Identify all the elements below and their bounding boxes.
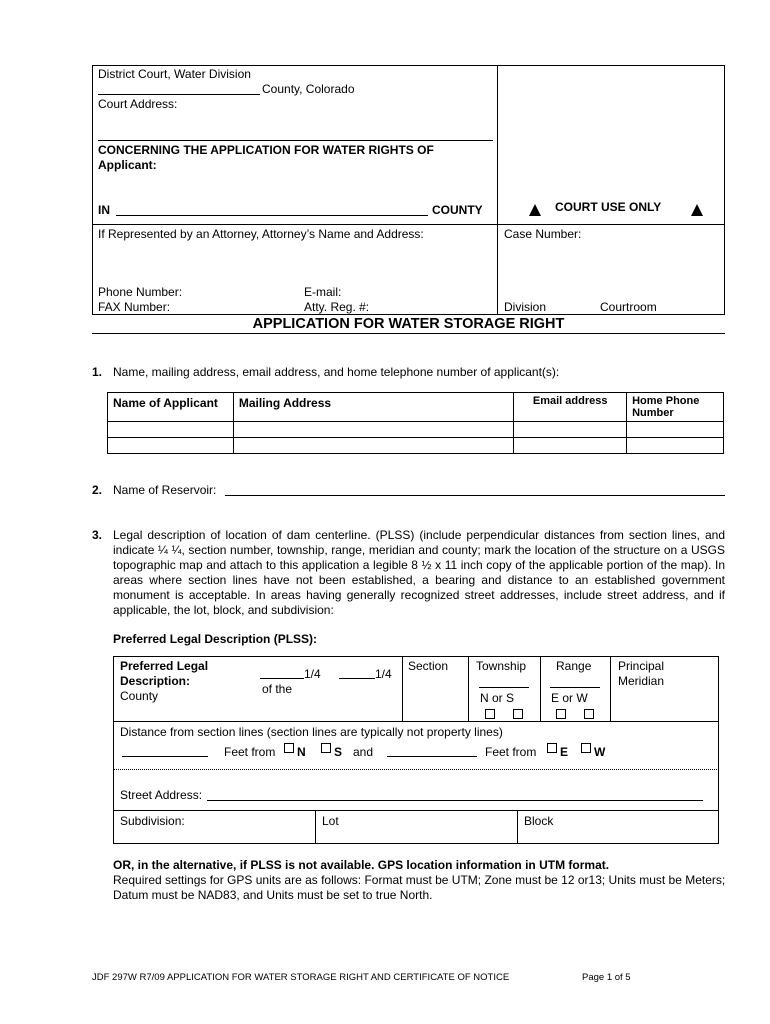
header-home-phone: Home Phone Number: [627, 393, 724, 422]
email-label: E-mail:: [304, 285, 342, 299]
quarter-1-label: 1/4: [304, 667, 321, 681]
in-label: IN: [98, 203, 110, 217]
header-name-of-applicant: Name of Applicant: [108, 393, 234, 422]
s-label: S: [334, 745, 343, 759]
range-blank[interactable]: [550, 687, 600, 688]
feet-from-2: Feet from: [485, 745, 537, 759]
attorney-label: If Represented by an Attorney, Attorney’s Name and Address:: [98, 227, 424, 241]
street-address-label: Street Address:: [120, 788, 203, 802]
triangle-up-icon: [691, 204, 703, 216]
preferred-legal-heading: Preferred Legal Description (PLSS):: [113, 632, 318, 646]
n-label: N: [297, 745, 306, 759]
north-checkbox[interactable]: [485, 709, 495, 719]
applicant-row-1-name[interactable]: [108, 422, 234, 438]
block-label: Block: [524, 814, 554, 828]
applicant-row-2-name[interactable]: [108, 438, 234, 454]
division-label: Division: [504, 300, 547, 314]
east-checkbox[interactable]: [556, 709, 566, 719]
section-3-text: Legal description of location of dam centerline. (PLSS) (include perpendicular distances from section lines, and indicate ¼ ¼, section number, township, range, meridian and county; mark the location of the structure on a USGS topographic map and attach to this application a legible 8 ½ x 11 inch copy of the applicable portion of the map). In areas where section lines have not been established, a bearing and distance to an established government monument is acceptable. In areas having generally recognized street addresses, include street address, and if applicable, the lot, block, and subdivision:: [113, 528, 725, 617]
principal-meridian-label: Principal Meridian: [618, 659, 665, 688]
subdivision-label: Subdivision:: [120, 814, 185, 828]
feet-from-1: Feet from: [224, 745, 276, 759]
county-colorado: County, Colorado: [262, 82, 355, 96]
concerning-heading: CONCERNING THE APPLICATION FOR WATER RIGHTS OF: [98, 143, 434, 157]
section-3-number: 3.: [92, 528, 103, 542]
quarter-1-blank[interactable]: [260, 678, 304, 679]
section-1-text: Name, mailing address, email address, and home telephone number of applicant(s):: [113, 365, 560, 379]
south-checkbox[interactable]: [513, 709, 523, 719]
applicant-row-1-address[interactable]: [233, 422, 513, 438]
county-blank: [98, 94, 260, 95]
courtroom-label: Courtroom: [600, 300, 657, 314]
section-2-text: Name of Reservoir:: [113, 483, 217, 497]
and-label: and: [353, 745, 374, 759]
section-1-number: 1.: [92, 365, 103, 379]
header-mailing-address: Mailing Address: [233, 393, 513, 422]
page-title: APPLICATION FOR WATER STORAGE RIGHT: [252, 316, 565, 332]
case-number-label: Case Number:: [504, 227, 582, 241]
quarter-2-label: 1/4: [375, 667, 392, 681]
lot-label: Lot: [322, 814, 339, 828]
court-address-line: [98, 140, 493, 141]
n-checkbox[interactable]: [284, 743, 294, 753]
title-rule: [92, 333, 725, 334]
feet-ew-blank[interactable]: [387, 756, 477, 757]
applicant-label: Applicant:: [98, 158, 157, 172]
header-email-address: Email address: [514, 393, 627, 422]
w-checkbox[interactable]: [581, 743, 591, 753]
w-label: W: [594, 745, 606, 759]
gps-heading: OR, in the alternative, if PLSS is not available. GPS location information in UTM format.: [113, 858, 610, 872]
e-label: E: [560, 745, 569, 759]
county-label: COUNTY: [432, 203, 483, 217]
applicant-row-1-phone[interactable]: [627, 422, 724, 438]
phone-label: Phone Number:: [98, 285, 183, 299]
section-label: Section: [408, 659, 449, 673]
county-label-table: County: [120, 689, 159, 703]
township-label: Township: [476, 659, 527, 673]
quarter-2-blank[interactable]: [339, 678, 375, 679]
applicant-row-2-address[interactable]: [233, 438, 513, 454]
e-checkbox[interactable]: [547, 743, 557, 753]
gps-text: Required settings for GPS units are as follows: Format must be UTM; Zone must be 12 or13; Units must be Meters; Datum must be NAD83, and Units must be set to true North.: [113, 873, 726, 902]
atty-reg-label: Atty. Reg. #:: [304, 300, 370, 314]
footer-page-number: Page 1 of 5: [582, 972, 631, 983]
pld-label: Preferred Legal Description:: [120, 659, 209, 688]
applicant-row-2-email[interactable]: [514, 438, 627, 454]
s-checkbox[interactable]: [321, 743, 331, 753]
footer-form-id: JDF 297W R7/09 APPLICATION FOR WATER STORAGE RIGHT AND CERTIFICATE OF NOTICE: [92, 972, 510, 983]
street-address-field[interactable]: [207, 800, 703, 801]
e-or-w-label: E or W: [551, 691, 588, 705]
reservoir-name-field[interactable]: [225, 495, 725, 496]
triangle-up-icon: [529, 204, 541, 216]
range-label: Range: [556, 659, 592, 673]
in-county-blank: [116, 215, 428, 216]
of-the-label: of the: [262, 682, 293, 696]
section-2-number: 2.: [92, 483, 103, 497]
applicant-table: [107, 392, 724, 454]
n-or-s-label: N or S: [480, 691, 515, 705]
distance-text: Distance from section lines (section lines are typically not property lines): [120, 725, 503, 739]
court-name: District Court, Water Division: [98, 67, 251, 81]
court-address: Court Address:: [98, 97, 178, 111]
applicant-row-1-email[interactable]: [514, 422, 627, 438]
court-use-only: COURT USE ONLY: [555, 200, 662, 214]
applicant-row-2-phone[interactable]: [627, 438, 724, 454]
township-blank[interactable]: [479, 687, 529, 688]
west-checkbox[interactable]: [584, 709, 594, 719]
feet-ns-blank[interactable]: [122, 756, 208, 757]
fax-label: FAX Number:: [98, 300, 171, 314]
